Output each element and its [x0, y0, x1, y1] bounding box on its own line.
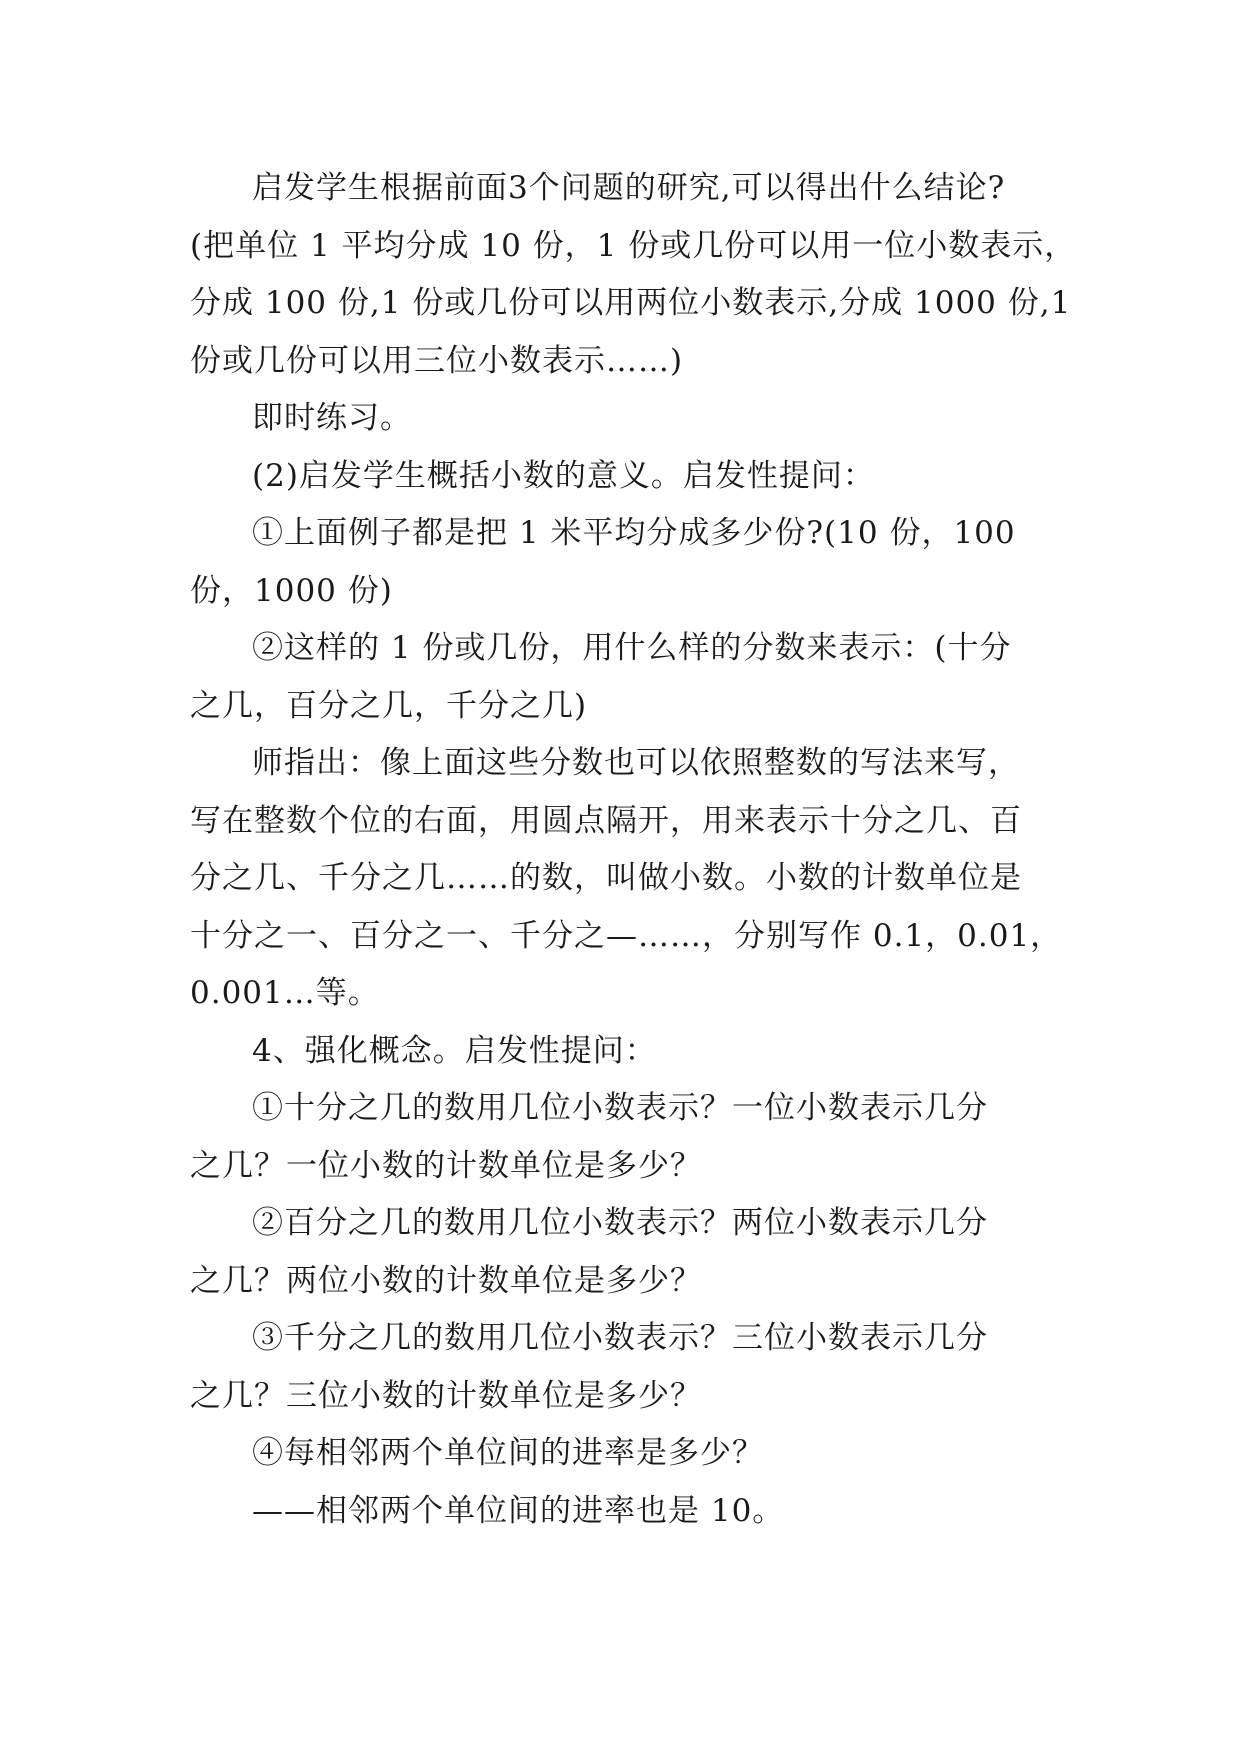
paragraph-line: 之几？一位小数的计数单位是多少？ — [190, 1147, 702, 1184]
paragraph-line: (2)启发学生概括小数的意义。启发性提问： — [252, 457, 875, 494]
paragraph-line: 之几，百分之几，千分之几) — [190, 687, 588, 724]
paragraph-line: 写在整数个位的右面，用圆点隔开，用来表示十分之几、百 — [190, 802, 1022, 839]
body-text — [190, 160, 1077, 1540]
paragraph-line: ②这样的 1 份或几份，用什么样的分数来表示：(十分 — [252, 630, 1012, 666]
paragraph-line: (把单位 1 平均分成 10 份，1 份或几份可以用一位小数表示， — [190, 227, 1077, 264]
paragraph-line: 0.001…等。 — [190, 975, 380, 1011]
paragraph-line: ①十分之几的数用几位小数表示？一位小数表示几分 — [252, 1090, 988, 1126]
paragraph-line: 4、强化概念。启发性提问： — [252, 1032, 657, 1069]
paragraph-line: 十分之一、百分之一、千分之—……，分别写作 0.1，0.01， — [190, 917, 1063, 954]
paragraph-line: 之几？两位小数的计数单位是多少？ — [190, 1262, 702, 1299]
paragraph-line: 师指出：像上面这些分数也可以依照整数的写法来写， — [252, 745, 1020, 781]
paragraph-line: 份或几份可以用三位小数表示……) — [190, 342, 684, 379]
paragraph-line: 分之几、千分之几……的数，叫做小数。小数的计数单位是 — [190, 860, 1022, 896]
paragraph-line: ——相邻两个单位间的进率也是 10。 — [252, 1492, 785, 1529]
paragraph-line: ②百分之几的数用几位小数表示？两位小数表示几分 — [252, 1205, 988, 1241]
paragraph-line: 启发学生根据前面3个问题的研究,可以得出什么结论? — [252, 170, 1006, 206]
paragraph-line: ③千分之几的数用几位小数表示？三位小数表示几分 — [252, 1320, 988, 1356]
paragraph-line: ①上面例子都是把 1 米平均分成多少份?(10 份，100 — [252, 515, 1016, 551]
paragraph-line: 份，1000 份) — [190, 572, 393, 609]
paragraph-line: ④每相邻两个单位间的进率是多少？ — [252, 1435, 764, 1471]
paragraph-line: 即时练习。 — [252, 400, 412, 436]
paragraph-line: 之几？三位小数的计数单位是多少？ — [190, 1377, 702, 1414]
paragraph-line: 分成 100 份,1 份或几份可以用两位小数表示,分成 1000 份,1 — [190, 285, 1072, 321]
